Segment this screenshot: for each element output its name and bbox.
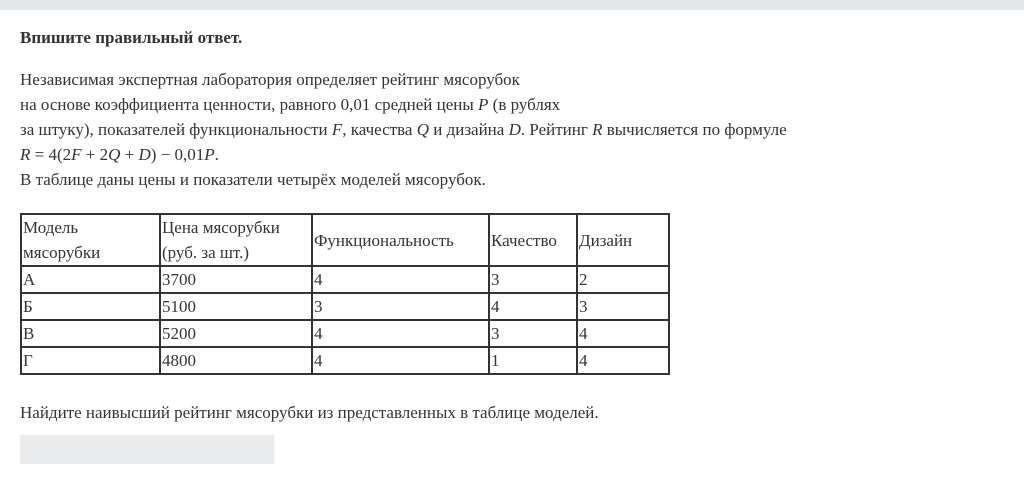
- variable-q: Q: [416, 120, 429, 139]
- cell-model: А: [21, 266, 160, 293]
- formula-text: +: [120, 145, 139, 164]
- formula-var: D: [138, 145, 151, 164]
- cell-quality: 4: [489, 293, 577, 320]
- cell-price: 3700: [160, 266, 312, 293]
- formula-var: Q: [108, 145, 121, 164]
- problem-text: за штуку), показателей функциональности: [20, 120, 332, 139]
- problem-line-5: В таблице даны цены и показатели четырёх моделей мясорубок.: [20, 170, 486, 189]
- formula-text: .: [214, 145, 219, 164]
- cell-quality: 3: [489, 266, 577, 293]
- cell-functionality: 3: [312, 293, 489, 320]
- table-header-row: [21, 214, 669, 266]
- cell-quality: 3: [489, 320, 577, 347]
- task-instruction: Впишите правильный ответ.: [20, 28, 243, 47]
- task-content: [20, 26, 1010, 464]
- cell-model: В: [21, 320, 160, 347]
- formula-text: = 4(2: [30, 145, 72, 164]
- header-price: Цена мясорубки (руб. за шт.): [160, 214, 312, 266]
- cell-price: 4800: [160, 347, 312, 374]
- table-row: [21, 293, 669, 320]
- variable-d: D: [508, 120, 521, 139]
- formula-var: R: [20, 145, 31, 164]
- top-bar: [0, 0, 1024, 10]
- formula-text: ) − 0,01: [150, 145, 205, 164]
- cell-functionality: 4: [312, 320, 489, 347]
- cell-price: 5200: [160, 320, 312, 347]
- cell-design: 4: [577, 320, 669, 347]
- problem-text: , качества: [342, 120, 417, 139]
- question-text: Найдите наивысший рейтинг мясорубки из представленных в таблице моделей.: [20, 403, 599, 422]
- header-model: Модель мясорубки: [21, 214, 160, 266]
- cell-design: 2: [577, 266, 669, 293]
- table-row: [21, 347, 669, 374]
- answer-input[interactable]: [20, 435, 274, 464]
- formula-text: + 2: [81, 145, 109, 164]
- problem-text: на основе коэффициента ценности, равного 0,01 средней цены: [20, 95, 479, 114]
- header-design: Дизайн: [577, 214, 669, 266]
- models-table: [20, 213, 670, 375]
- problem-statement: [20, 67, 1010, 192]
- cell-model: Г: [21, 347, 160, 374]
- problem-text: (в рублях: [488, 95, 561, 114]
- variable-f: F: [331, 120, 343, 139]
- problem-text: и дизайна: [428, 120, 509, 139]
- cell-design: 3: [577, 293, 669, 320]
- cell-quality: 1: [489, 347, 577, 374]
- cell-functionality: 4: [312, 347, 489, 374]
- problem-text: . Рейтинг: [520, 120, 593, 139]
- formula-var: P: [204, 145, 215, 164]
- cell-model: Б: [21, 293, 160, 320]
- problem-line-1: Независимая экспертная лаборатория определяет рейтинг мясорубок: [20, 70, 520, 89]
- cell-design: 4: [577, 347, 669, 374]
- problem-text: вычисляется по формуле: [602, 120, 787, 139]
- table-row: [21, 320, 669, 347]
- header-functionality: Функциональность: [312, 214, 489, 266]
- table-row: [21, 266, 669, 293]
- variable-r: R: [592, 120, 603, 139]
- cell-price: 5100: [160, 293, 312, 320]
- formula-var: F: [71, 145, 82, 164]
- header-quality: Качество: [489, 214, 577, 266]
- rating-formula: [20, 145, 219, 164]
- variable-p: P: [478, 95, 489, 114]
- cell-functionality: 4: [312, 266, 489, 293]
